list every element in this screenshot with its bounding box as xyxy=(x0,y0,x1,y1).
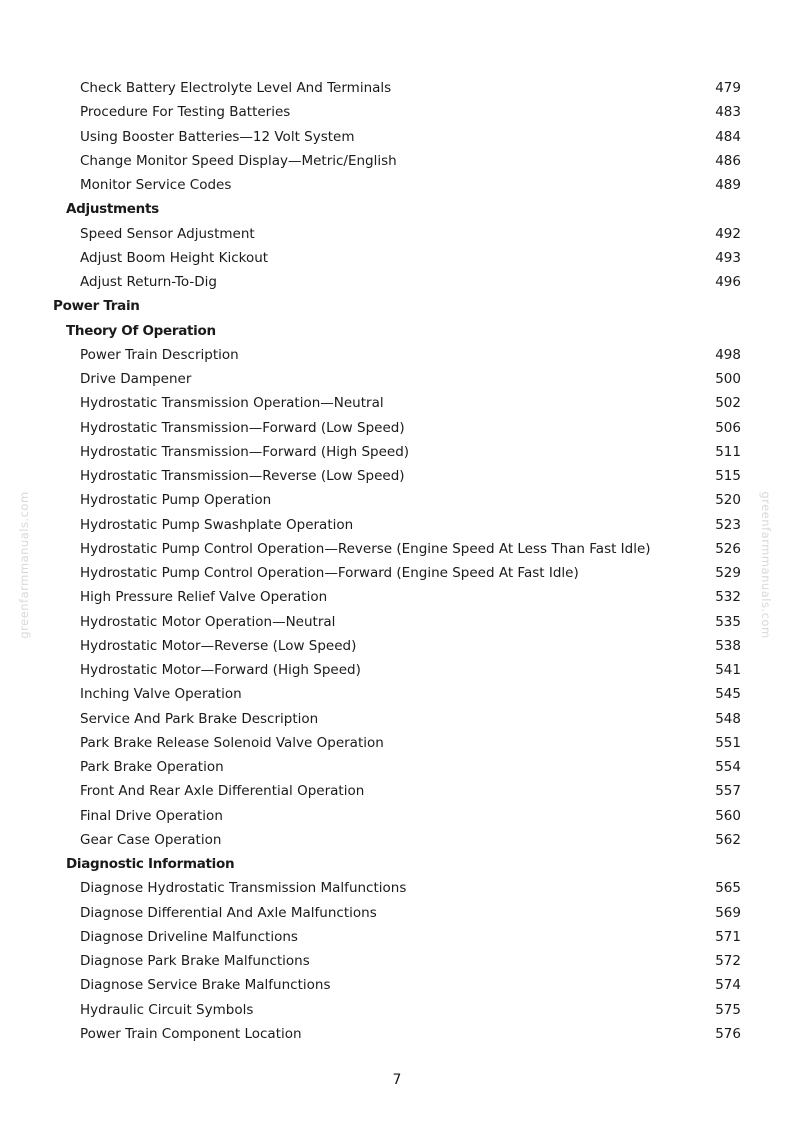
toc-entry[interactable] xyxy=(0,779,794,803)
toc-entry-page: 496 xyxy=(715,274,741,290)
toc-entry-page: 484 xyxy=(715,128,741,145)
toc-entry-page: 520 xyxy=(715,492,741,509)
toc-entry-title: Hydrostatic Pump Control Operation—Reverse (Engine Speed At Less Than Fast Idle) xyxy=(80,540,651,557)
toc-entry[interactable] xyxy=(0,76,794,100)
toc-entry[interactable] xyxy=(0,707,794,731)
toc-entry[interactable] xyxy=(0,561,794,585)
toc-entry-page: 479 xyxy=(715,80,741,96)
toc-entry-title: Power Train xyxy=(53,298,140,315)
toc-entry-page: 523 xyxy=(715,516,741,533)
toc-entry-page: 532 xyxy=(715,589,741,606)
toc-entry-page: 548 xyxy=(715,710,741,727)
toc-entry-page: 515 xyxy=(715,468,741,484)
toc-entry[interactable] xyxy=(0,125,794,149)
toc-entry[interactable] xyxy=(0,391,794,415)
toc-entry-title: Using Booster Batteries—12 Volt System xyxy=(80,128,355,145)
toc-subsection[interactable] xyxy=(0,197,794,221)
watermark-left-text: greenfarmmanuals.com xyxy=(17,491,31,639)
toc-entry-page: 506 xyxy=(715,419,741,436)
toc-entry-page: 483 xyxy=(715,104,741,121)
toc-entry-title: Service And Park Brake Description xyxy=(80,710,319,727)
toc-entry[interactable] xyxy=(0,634,794,658)
toc-entry-title: Adjustments xyxy=(66,201,159,218)
toc-entry[interactable] xyxy=(0,343,794,367)
toc-entry[interactable] xyxy=(0,925,794,949)
toc-entry-title: High Pressure Relief Valve Operation xyxy=(80,589,328,606)
toc-entry-title: Procedure For Testing Batteries xyxy=(80,104,291,121)
toc-entry[interactable] xyxy=(0,246,794,270)
toc-entry-title: Diagnose Hydrostatic Transmission Malfunctions xyxy=(80,880,407,897)
toc-entry[interactable] xyxy=(0,173,794,197)
toc-entry-page: 571 xyxy=(715,928,741,945)
toc-entry[interactable] xyxy=(0,804,794,828)
toc-entry-title: Power Train Component Location xyxy=(80,1025,302,1042)
toc-entry-page: 489 xyxy=(715,177,741,193)
toc-entry[interactable] xyxy=(0,949,794,973)
toc-entry-title: Drive Dampener xyxy=(80,371,192,387)
toc-entry[interactable] xyxy=(0,440,794,464)
toc-subsection[interactable] xyxy=(0,319,794,343)
toc-entry[interactable] xyxy=(0,755,794,779)
toc-entry-title: Change Monitor Speed Display—Metric/English xyxy=(80,152,397,169)
toc-entry-title: Hydrostatic Transmission Operation—Neutral xyxy=(80,395,384,412)
toc-entry-page: 500 xyxy=(715,371,741,387)
toc-entry-title: Hydrostatic Motor—Forward (High Speed) xyxy=(80,662,361,678)
toc-entry-title: Final Drive Operation xyxy=(80,807,223,824)
toc-entry[interactable] xyxy=(0,828,794,852)
toc-entry-page: 565 xyxy=(715,880,741,897)
toc-entry[interactable] xyxy=(0,876,794,900)
toc-entry-page: 572 xyxy=(715,953,741,969)
toc-entry-title: Power Train Description xyxy=(80,346,239,363)
toc-entry-page: 562 xyxy=(715,831,741,848)
toc-entry-page: 486 xyxy=(715,152,741,169)
toc-entry-page: 493 xyxy=(715,249,741,266)
toc-entry[interactable] xyxy=(0,416,794,440)
toc-entry[interactable] xyxy=(0,464,794,488)
toc-entry-title: Adjust Return-To-Dig xyxy=(80,274,217,290)
toc-entry[interactable] xyxy=(0,731,794,755)
toc-entry[interactable] xyxy=(0,998,794,1022)
toc-entry-page: 535 xyxy=(715,613,741,630)
toc-entry-page: 545 xyxy=(715,686,741,703)
toc-section[interactable] xyxy=(0,294,794,318)
toc-entry-page: 538 xyxy=(715,637,741,654)
toc-entry[interactable] xyxy=(0,149,794,173)
toc-entry-title: Hydrostatic Motor Operation—Neutral xyxy=(80,613,336,630)
toc-entry-page: 560 xyxy=(715,807,741,824)
toc-entry-title: Speed Sensor Adjustment xyxy=(80,225,255,242)
toc-entry-page: 569 xyxy=(715,904,741,921)
toc-entry[interactable] xyxy=(0,537,794,561)
toc-entry-title: Diagnose Park Brake Malfunctions xyxy=(80,953,310,969)
toc-entry-page: 498 xyxy=(715,346,741,363)
toc-entry[interactable] xyxy=(0,100,794,124)
toc-entry-title: Diagnostic Information xyxy=(66,856,235,872)
toc-entry[interactable] xyxy=(0,682,794,706)
toc-entry-page: 574 xyxy=(715,977,741,994)
toc-entry-page: 492 xyxy=(715,225,741,242)
toc-entry[interactable] xyxy=(0,901,794,925)
toc-entry-title: Hydrostatic Pump Control Operation—Forward (Engine Speed At Fast Idle) xyxy=(80,565,579,581)
page-number: 7 xyxy=(392,1072,402,1088)
toc-entry-title: Monitor Service Codes xyxy=(80,177,232,193)
toc-entry-title: Front And Rear Axle Differential Operation xyxy=(80,783,365,800)
toc-entry-page: 575 xyxy=(715,1001,741,1018)
toc-entry-page: 541 xyxy=(715,662,741,678)
toc-entry[interactable] xyxy=(0,270,794,294)
toc-entry-page: 502 xyxy=(715,395,741,412)
toc-entry[interactable] xyxy=(0,973,794,997)
toc-entry-title: Hydrostatic Transmission—Reverse (Low Speed) xyxy=(80,468,405,484)
toc-entry-title: Hydrostatic Transmission—Forward (High Speed) xyxy=(80,443,410,460)
toc-entry[interactable] xyxy=(0,222,794,246)
toc-entry-title: Inching Valve Operation xyxy=(80,686,242,703)
watermark-right-text: greenfarmmanuals.com xyxy=(759,491,773,639)
toc-entry-page: 557 xyxy=(715,783,741,800)
toc-entry-title: Theory Of Operation xyxy=(66,322,216,339)
toc-entry-title: Adjust Boom Height Kickout xyxy=(80,249,269,266)
toc-entry-title: Check Battery Electrolyte Level And Terminals xyxy=(80,80,392,96)
toc-entry-page: 551 xyxy=(715,734,741,751)
toc-entry-page: 554 xyxy=(715,759,741,775)
toc-entry[interactable] xyxy=(0,610,794,634)
toc-subsection[interactable] xyxy=(0,852,794,876)
toc-entry-title: Diagnose Driveline Malfunctions xyxy=(80,928,298,945)
toc-entry-title: Hydrostatic Pump Operation xyxy=(80,492,272,509)
toc-entry-title: Gear Case Operation xyxy=(80,831,222,848)
toc-entry[interactable] xyxy=(0,1022,794,1046)
toc-entry-title: Hydraulic Circuit Symbols xyxy=(80,1001,254,1018)
toc-entry-title: Diagnose Differential And Axle Malfunctions xyxy=(80,904,377,921)
table-of-contents xyxy=(0,76,794,1046)
toc-entry[interactable] xyxy=(0,488,794,512)
toc-entry-title: Park Brake Operation xyxy=(80,759,224,775)
toc-entry-page: 511 xyxy=(715,443,741,460)
toc-entry-page: 526 xyxy=(715,540,741,557)
toc-entry-title: Hydrostatic Transmission—Forward (Low Speed) xyxy=(80,419,405,436)
toc-entry-title: Hydrostatic Pump Swashplate Operation xyxy=(80,516,354,533)
toc-entry[interactable] xyxy=(0,513,794,537)
toc-entry[interactable] xyxy=(0,367,794,391)
toc-entry[interactable] xyxy=(0,585,794,609)
toc-entry-page: 529 xyxy=(715,565,741,581)
toc-entry-title: Diagnose Service Brake Malfunctions xyxy=(80,977,331,994)
toc-entry[interactable] xyxy=(0,658,794,682)
toc-entry-page: 576 xyxy=(715,1025,741,1042)
toc-entry-title: Hydrostatic Motor—Reverse (Low Speed) xyxy=(80,637,357,654)
toc-entry-title: Park Brake Release Solenoid Valve Operation xyxy=(80,734,384,751)
